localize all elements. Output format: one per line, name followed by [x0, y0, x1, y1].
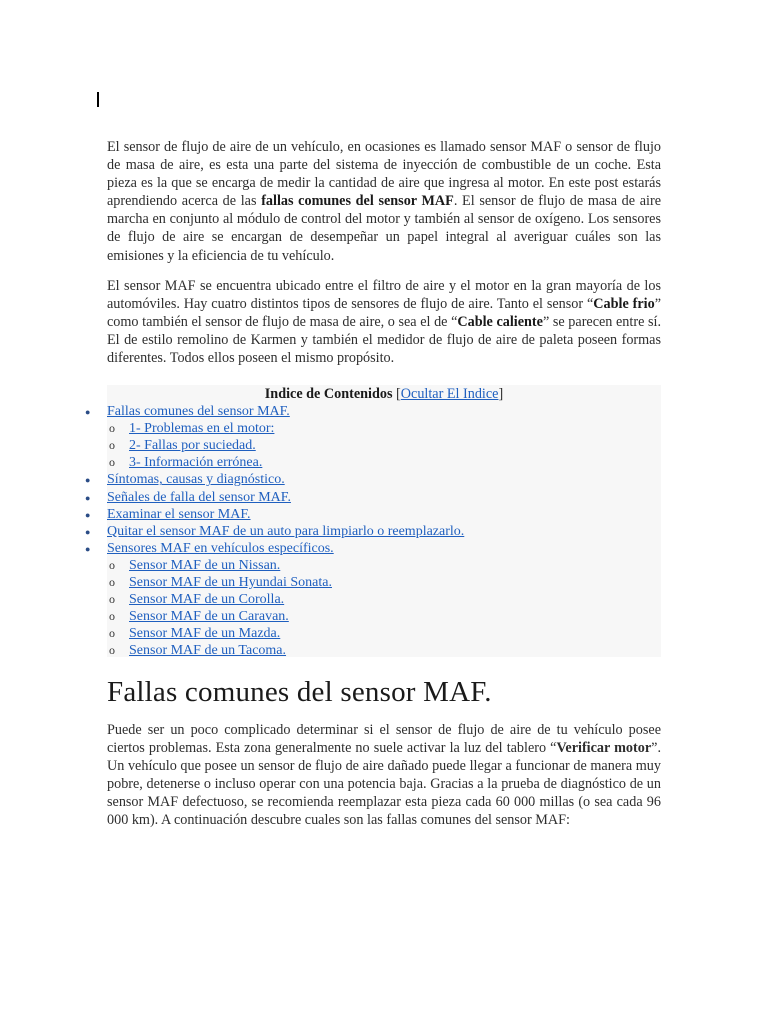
toc-item: [107, 540, 334, 557]
toc-item-link[interactable]: Síntomas, causas y diagnóstico.: [107, 472, 285, 488]
bullet-icon: ●: [85, 543, 91, 554]
toc-item: [107, 489, 291, 506]
toc-item: [129, 574, 332, 591]
toc-item: [129, 420, 274, 437]
sub-bullet-icon: o: [109, 421, 115, 436]
sub-bullet-icon: o: [109, 643, 115, 658]
toc-item-link[interactable]: 1- Problemas en el motor:: [129, 421, 275, 437]
bold-run: Verificar motor: [556, 740, 652, 757]
text-run: ”. Un vehículo que posee un sensor de flujo de aire dañado puede llegar a funcionar de manera muy pobre, detenerse o incluso operar con una potencia baja. Gracias a la prueba de diagnóstico de un sensor MAF defectuoso, se recomienda reemplazar esta pieza cada 60 000 millas (o sea cada 96 000 km). A continuación descubre cuales son las fallas comunes del sensor MAF:: [107, 740, 662, 829]
section-heading: Fallas comunes del sensor MAF.: [107, 676, 492, 708]
toc-item-link[interactable]: Sensor MAF de un Corolla.: [129, 592, 285, 608]
text-cursor: [97, 92, 99, 107]
text-run: ” se parecen entre sí. El de estilo remolino de Karmen y también el medidor de flujo de aire de paleta poseen formas diferentes. Todos ellos poseen el mismo propósito.: [107, 313, 661, 367]
toc-item: [129, 591, 284, 608]
toc-item-link[interactable]: Sensor MAF de un Caravan.: [129, 609, 289, 625]
toc-toggle-link[interactable]: Ocultar El Indice: [400, 386, 499, 402]
toc-item: [129, 642, 286, 659]
toc-item-link[interactable]: Examinar el sensor MAF.: [107, 506, 251, 522]
toc-item-link[interactable]: Sensor MAF de un Tacoma.: [129, 643, 287, 659]
bullet-icon: ●: [85, 509, 91, 520]
toc-item: [107, 471, 285, 488]
toc-item: [107, 523, 464, 540]
bullet-icon: ●: [85, 526, 91, 537]
toc-item: [107, 403, 290, 420]
bold-run: fallas comunes del sensor MAF: [261, 193, 454, 210]
text-run: El sensor de flujo de aire de un vehículo, en ocasiones es llamado sensor MAF o sensor de flujo de masa de aire, es esta una parte del sistema de inyección de combustible de un coche. Esta pieza es la que se encarga de medir la cantidad de aire que ingresa al motor. En este post estarás aprendiendo acerca de las: [107, 139, 661, 210]
toc-item-link[interactable]: Fallas comunes del sensor MAF.: [107, 404, 290, 419]
toc-item-link[interactable]: Sensor MAF de un Nissan.: [129, 557, 281, 573]
bold-run: Cable frio: [593, 295, 655, 312]
text-run: El sensor MAF se encuentra ubicado entre el filtro de aire y el motor en la gran mayoría de los automóviles. Hay cuatro distintos tipos de sensores de flujo de aire. Tanto el sensor “: [107, 277, 661, 312]
bullet-icon: ●: [85, 475, 91, 486]
toc-item-link[interactable]: 2- Fallas por suciedad.: [129, 438, 256, 454]
text-run: . El sensor de flujo de masa de aire marcha en conjunto al módulo de control del motor y también al sensor de oxígeno. Los sensores de flujo de aire se encargan de desempeñar un papel integral al averiguar cuáles son las emisiones y la eficiencia de tu vehículo.: [107, 193, 661, 264]
sub-bullet-icon: o: [109, 557, 115, 572]
toc-item-link[interactable]: Sensor MAF de un Hyundai Sonata.: [129, 575, 332, 590]
intro-paragraph-2: [107, 277, 661, 367]
toc-item: [129, 625, 280, 642]
toc-item-link[interactable]: Sensores MAF en vehículos específicos.: [107, 540, 334, 556]
sub-bullet-icon: o: [109, 438, 115, 453]
toc-item: [129, 608, 289, 625]
toc-item-link[interactable]: Señales de falla del sensor MAF.: [107, 489, 291, 505]
toc-bracket: [: [396, 386, 401, 402]
toc-item: [129, 454, 262, 471]
toc-bracket: ]: [498, 386, 504, 402]
section-paragraph: [107, 721, 661, 830]
toc-item: [107, 506, 251, 523]
toc-item: [129, 557, 280, 574]
text-run: Puede ser un poco complicado determinar si el sensor de flujo de aire de tu vehículo posee ciertos problemas. Esta zona generalmente no suele activar la luz del tablero “: [107, 722, 661, 757]
toc-item-link[interactable]: 3- Información errónea.: [129, 455, 263, 471]
toc-item-link[interactable]: Quitar el sensor MAF de un auto para limpiarlo o reemplazarlo.: [107, 523, 465, 539]
sub-bullet-icon: o: [109, 626, 115, 641]
bullet-icon: ●: [85, 407, 91, 417]
bold-run: Cable caliente: [457, 313, 543, 330]
sub-bullet-icon: o: [109, 455, 115, 470]
toc-item: [129, 437, 256, 454]
toc-header: [107, 385, 661, 403]
toc-title: Indice de Contenidos: [264, 386, 393, 402]
sub-bullet-icon: o: [109, 592, 115, 607]
sub-bullet-icon: o: [109, 575, 115, 589]
text-run: ” como también el sensor de flujo de masa de aire, o sea el de “: [107, 295, 661, 330]
document-body: [107, 138, 661, 379]
toc-item-link[interactable]: Sensor MAF de un Mazda.: [129, 626, 281, 642]
sub-bullet-icon: o: [109, 609, 115, 624]
intro-paragraph-1: [107, 138, 661, 265]
bullet-icon: ●: [85, 492, 91, 503]
